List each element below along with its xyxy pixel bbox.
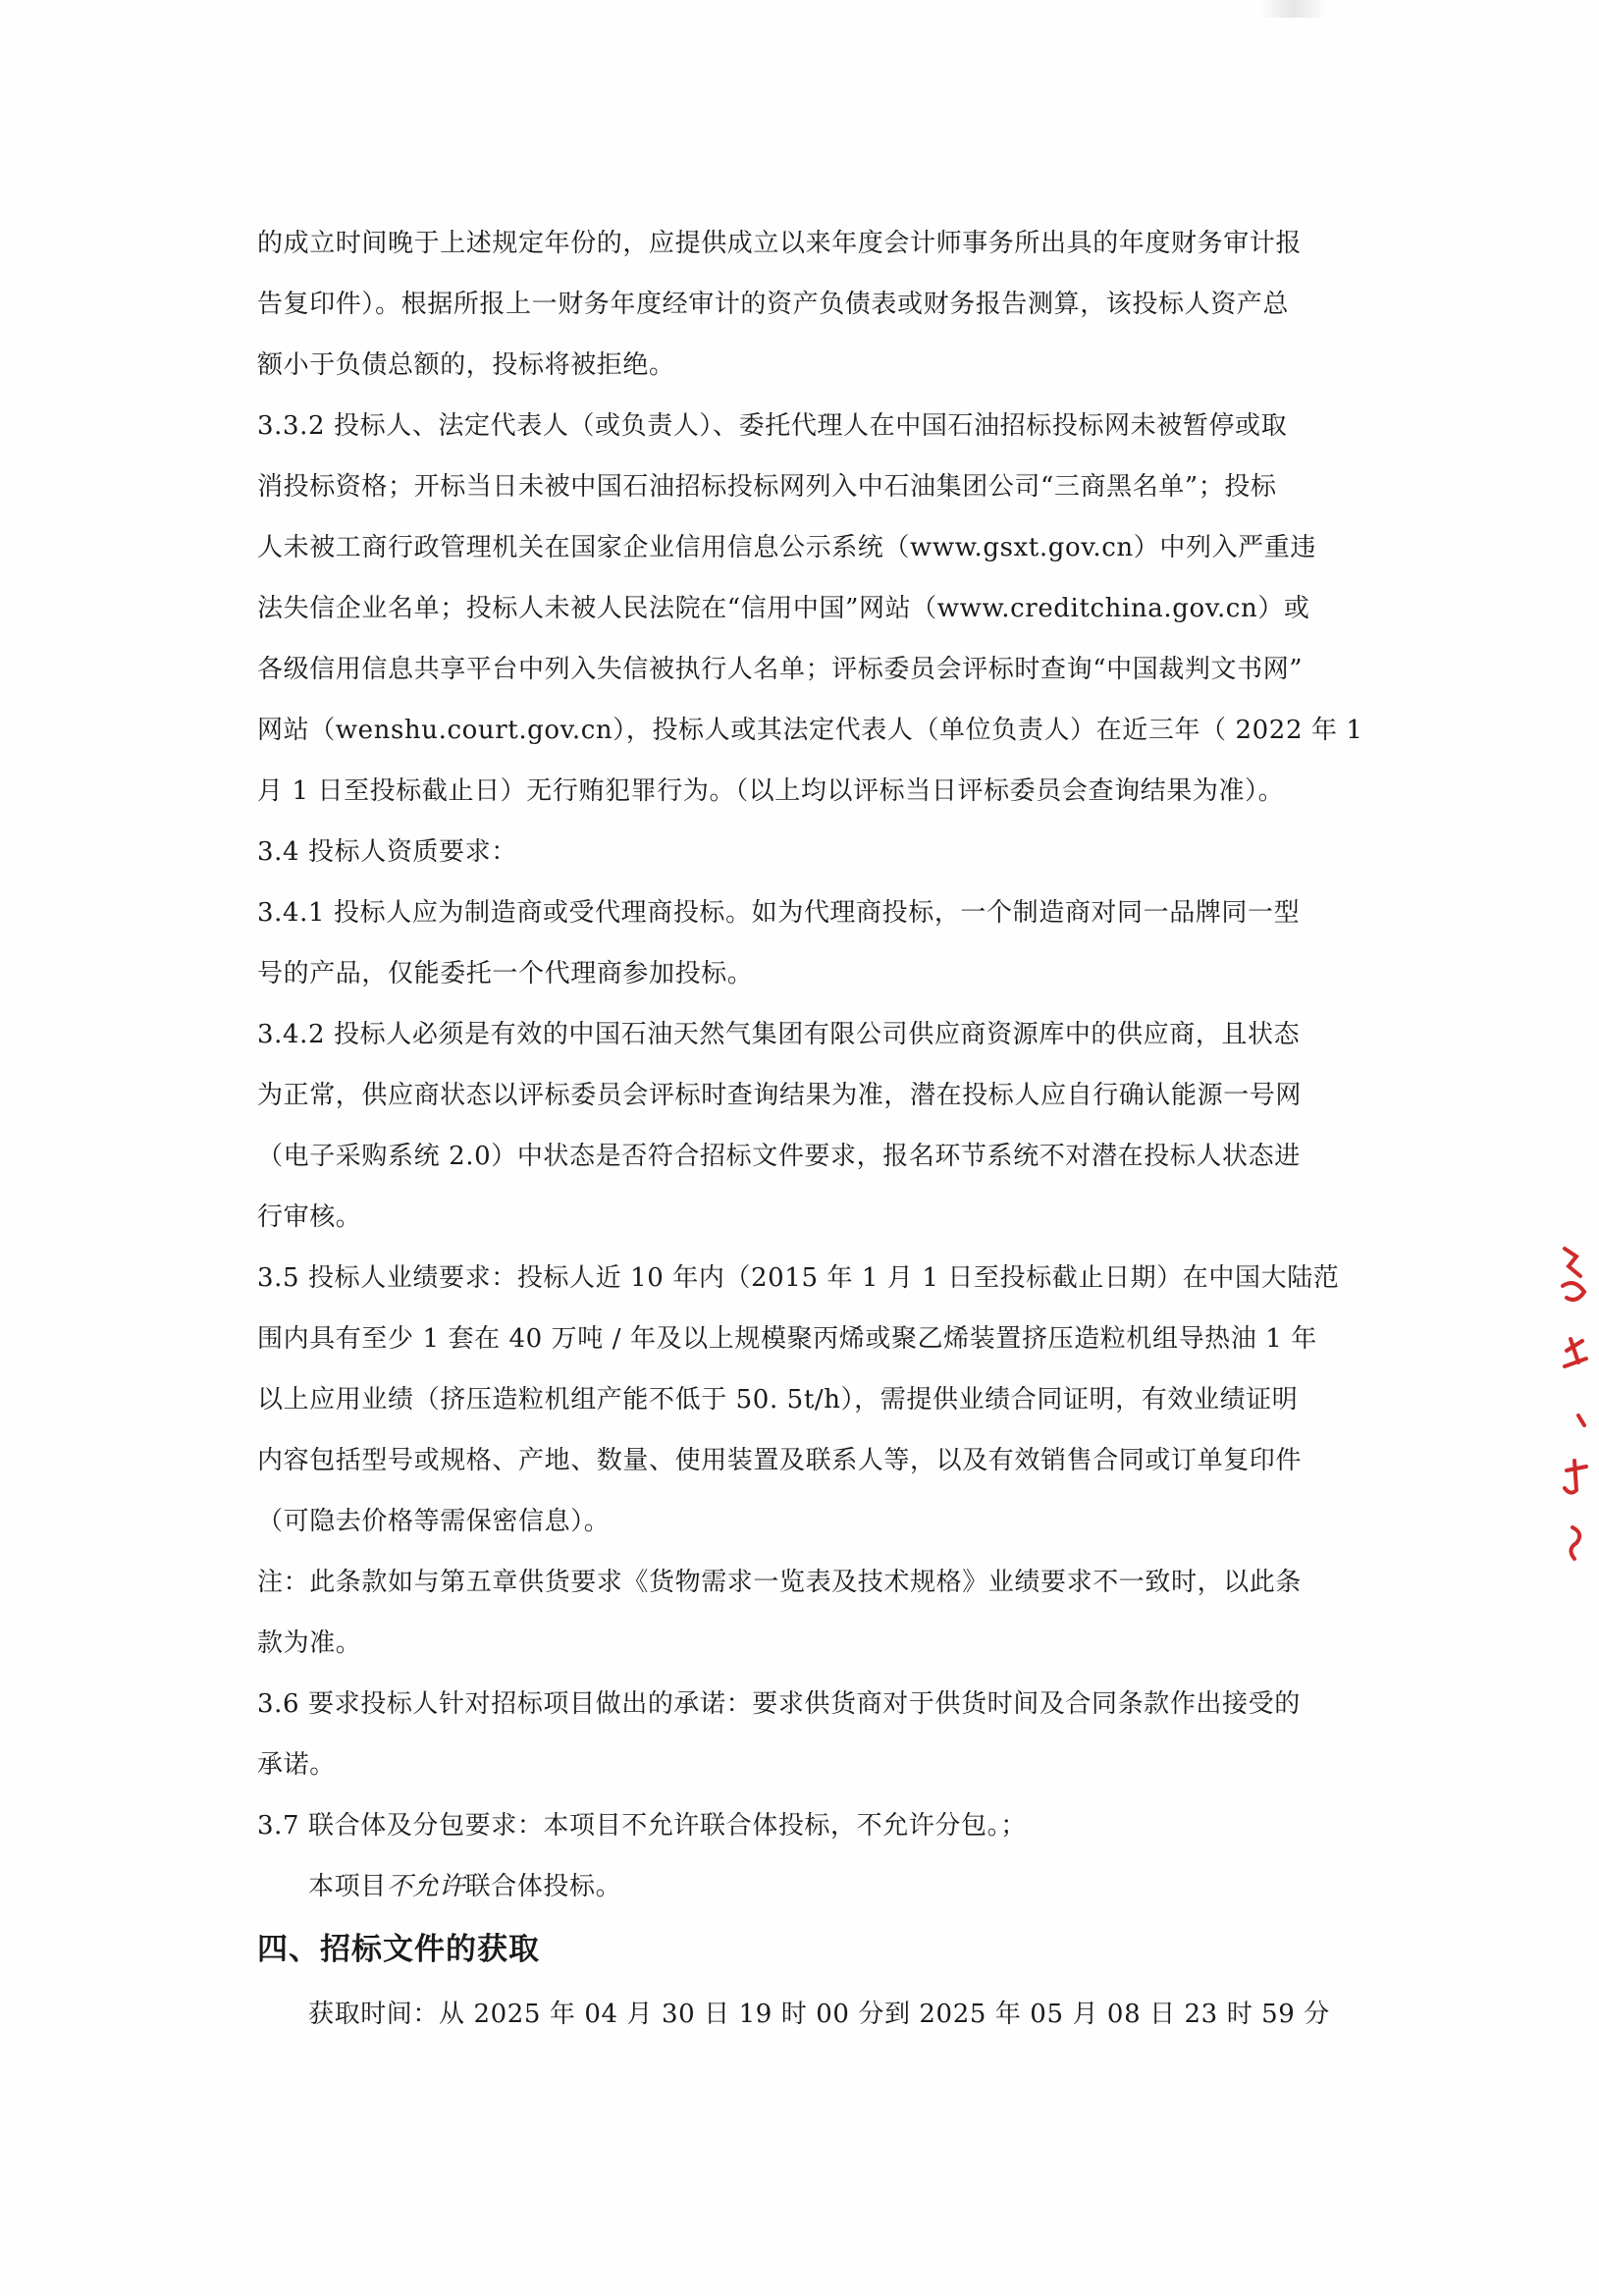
paragraph-line: （可隐去价格等需保密信息）。 <box>257 1507 611 1536</box>
paragraph-line: 法失信企业名单；投标人未被人民法院在“信用中国”网站（www.creditchina.gov.cn）或 <box>257 594 1310 623</box>
paragraph-line: 额小于负债总额的，投标将被拒绝。 <box>257 350 675 380</box>
paragraph-line: 行审核。 <box>257 1202 362 1232</box>
paragraph-line: 承诺。 <box>257 1750 336 1780</box>
paragraph-line: 人未被工商行政管理机关在国家企业信用信息公示系统（www.gsxt.gov.cn）中列入严重违 <box>257 533 1316 562</box>
consortium-statement <box>308 1867 621 1906</box>
clause-3-3-2-line: 3.3.2 投标人、法定代表人（或负责人）、委托代理人在中国石油招标投标网未被暂停或取 <box>257 411 1288 441</box>
paragraph-line: 号的产品，仅能委托一个代理商参加投标。 <box>257 959 754 988</box>
scan-artifact <box>1259 0 1328 18</box>
clause-3-4-1-line: 3.4.1 投标人应为制造商或受代理商投标。如为代理商投标，一个制造商对同一品牌同一型 <box>257 898 1301 928</box>
consortium-prefix: 本项目 <box>308 1872 387 1901</box>
seal-stamp-icon <box>1559 1243 1599 1567</box>
seal-stamp-fragment <box>1559 1243 1599 1567</box>
paragraph-line: 为正常，供应商状态以评标委员会评标时查询结果为准，潜在投标人应自行确认能源一号网 <box>257 1081 1303 1110</box>
paragraph-line: 月 1 日至投标截止日）无行贿犯罪行为。（以上均以评标当日评标委员会查询结果为准）。 <box>257 776 1285 806</box>
consortium-emphasis: 不允许 <box>386 1872 465 1901</box>
clause-3-4-line: 3.4 投标人资质要求： <box>257 837 517 867</box>
clause-3-5-line: 3.5 投标人业绩要求：投标人近 10 年内（2015 年 1 月 1 日至投标截止日期）在中国大陆范 <box>257 1263 1340 1293</box>
note-line: 注：此条款如与第五章供货要求《货物需求一览表及技术规格》业绩要求不一致时，以此条 <box>257 1568 1303 1597</box>
clause-3-4-2-line: 3.4.2 投标人必须是有效的中国石油天然气集团有限公司供应商资源库中的供应商，且状态 <box>257 1020 1301 1049</box>
section-heading: 四、招标文件的获取 <box>257 1932 540 1967</box>
consortium-suffix: 联合体投标。 <box>464 1872 622 1901</box>
paragraph-line: （电子采购系统 2.0）中状态是否符合招标文件要求，报名环节系统不对潜在投标人状态进 <box>257 1142 1301 1171</box>
paragraph-line: 内容包括型号或规格、产地、数量、使用装置及联系人等，以及有效销售合同或订单复印件 <box>257 1446 1303 1475</box>
paragraph-line: 款为准。 <box>257 1629 362 1658</box>
clause-3-6-line: 3.6 要求投标人针对招标项目做出的承诺：要求供货商对于供货时间及合同条款作出接受的 <box>257 1689 1301 1719</box>
clause-3-7-line: 3.7 联合体及分包要求：本项目不允许联合体投标，不允许分包。； <box>257 1811 1027 1841</box>
paragraph-line: 消投标资格；开标当日未被中国石油招标投标网列入中石油集团公司“三商黑名单”；投标 <box>257 472 1277 502</box>
paragraph-line: 告复印件）。根据所报上一财务年度经审计的资产负债表或财务报告测算，该投标人资产总 <box>257 290 1290 319</box>
paragraph-line: 围内具有至少 1 套在 40 万吨 / 年及以上规模聚丙烯或聚乙烯装置挤压造粒机组导热油 1 年 <box>257 1324 1317 1354</box>
paragraph-line: 的成立时间晚于上述规定年份的，应提供成立以来年度会计师事务所出具的年度财务审计报 <box>257 229 1303 258</box>
acquisition-time: 获取时间：从 2025 年 04 月 30 日 19 时 00 分到 2025 年 05 月 08 日 23 时 59 分 <box>308 2000 1330 2029</box>
paragraph-line: 以上应用业绩（挤压造粒机组产能不低于 50. 5t/h），需提供业绩合同证明，有效业绩证明 <box>257 1385 1299 1415</box>
paragraph-line: 各级信用信息共享平台中列入失信被执行人名单；评标委员会评标时查询“中国裁判文书网” <box>257 655 1304 684</box>
paragraph-line: 网站（wenshu.court.gov.cn），投标人或其法定代表人（单位负责人）在近三年（ 2022 年 1 <box>257 716 1363 745</box>
